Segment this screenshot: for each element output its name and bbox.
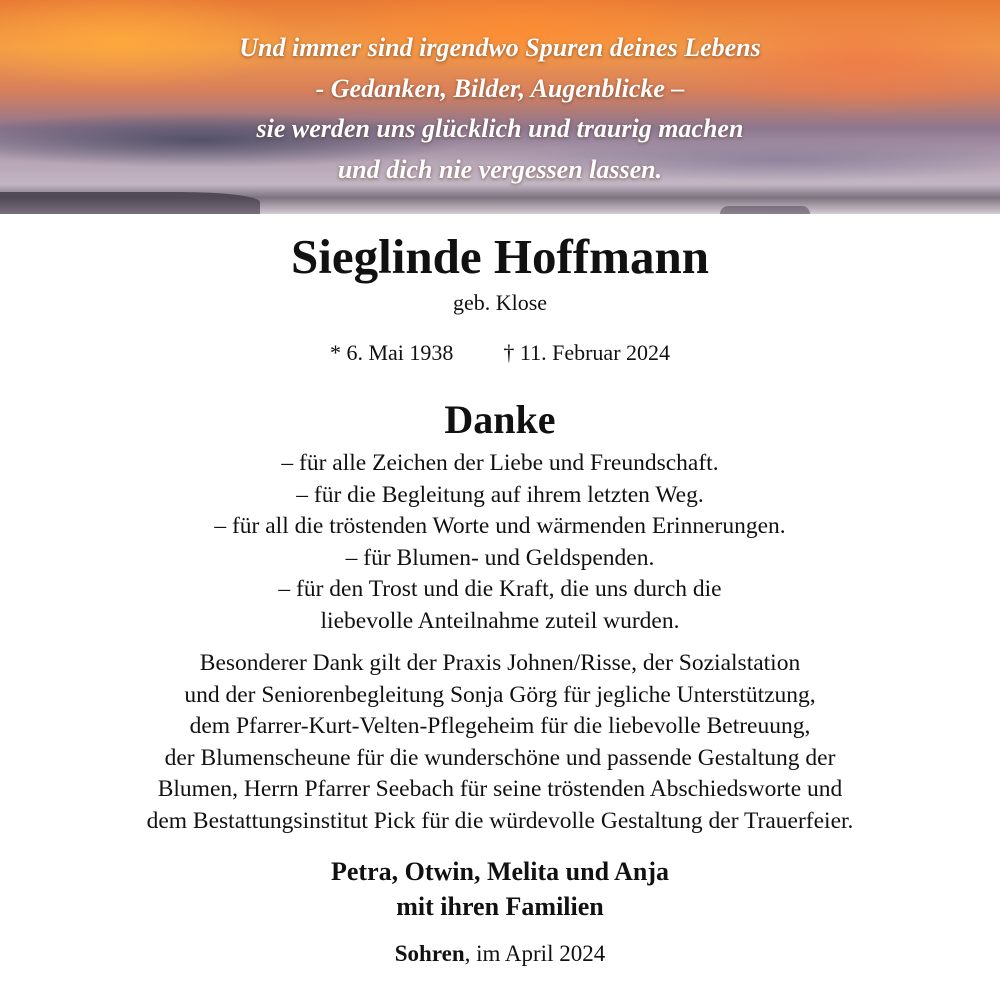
place-name: Sohren (394, 941, 465, 966)
special-thanks-line: dem Bestattungsinstitut Pick für die würdevolle Gestaltung der Trauerfeier. (146, 807, 854, 834)
special-thanks-line: der Blumenscheune für die wunderschöne und passende Gestaltung der (164, 744, 836, 771)
thanks-list (0, 448, 1000, 637)
memorial-verse (0, 28, 1000, 190)
special-thanks-line: Blumen, Herrn Pfarrer Seebach für seine tröstenden Abschiedsworte und (157, 776, 843, 803)
special-thanks (0, 648, 1000, 838)
verse-line: sie werden uns glücklich und traurig machen (256, 114, 744, 143)
family-signature (0, 854, 1000, 924)
family-families: mit ihren Familien (396, 892, 604, 921)
verse-line: - Gedanken, Bilder, Augenblicke – (315, 73, 685, 103)
thanks-line: liebevolle Anteilnahme zuteil wurden. (320, 607, 680, 634)
death-date: † 11. Februar 2024 (503, 340, 671, 365)
maiden-name: geb. Klose (452, 290, 548, 315)
life-dates (0, 338, 1000, 368)
special-thanks-line: Besonderer Dank gilt der Praxis Johnen/Risse, der Sozialstation (199, 650, 801, 676)
birth-date: * 6. Mai 1938 (329, 340, 454, 365)
notice-date: , im April 2024 (464, 941, 606, 966)
thanks-line: – für all die tröstenden Worte und wärmenden Erinnerungen. (214, 513, 786, 539)
thanks-line: – für alle Zeichen der Liebe und Freundschaft. (281, 450, 719, 476)
sunset-sky-image (0, 0, 1000, 214)
thanks-line: – für Blumen- und Geldspenden. (345, 544, 655, 571)
verse-line: Und immer sind irgendwo Spuren deines Lebens (239, 33, 761, 62)
special-thanks-line: dem Pfarrer-Kurt-Velten-Pflegeheim für die liebevolle Betreuung, (189, 713, 811, 740)
thanks-line: – für die Begleitung auf ihrem letzten Weg. (296, 481, 704, 508)
place-and-date (0, 938, 1000, 970)
deceased-name: Sieglinde Hoffmann (291, 229, 709, 284)
treeline-silhouette-right (720, 206, 810, 214)
family-names: Petra, Otwin, Melita und Anja (331, 857, 669, 886)
thanks-line: – für den Trost und die Kraft, die uns durch die (278, 576, 722, 602)
verse-line: und dich nie vergessen lassen. (337, 154, 663, 184)
treeline-silhouette (0, 192, 260, 214)
thanks-heading: Danke (444, 397, 556, 442)
special-thanks-line: und der Seniorenbegleitung Sonja Görg für jegliche Unterstützung, (184, 681, 816, 708)
